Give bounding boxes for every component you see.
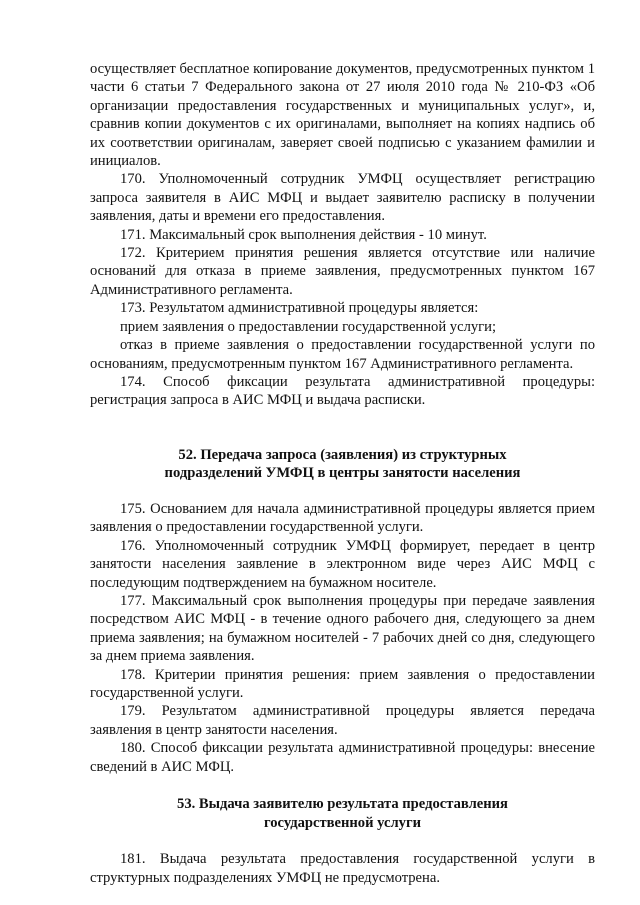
spacer [90,483,595,500]
paragraph-174: 174. Способ фиксации результата административной процедуры: регистрация запроса в АИС МФЦ и выдача расписки. [90,373,595,409]
paragraph-173: 173. Результатом административной процедуры является: [120,300,479,317]
paragraph-178: 178. Критерии принятия решения: прием заявления о предоставлении государственной услуги. [90,666,595,701]
paragraph-179: 179. Результатом административной процедуры является передача заявления в центр занятости населения. [90,703,595,738]
paragraph-180: 180. Способ фиксации результата административной процедуры: внесение сведений в АИС МФЦ. [90,740,595,775]
paragraph-181: 181. Выдача результата предоставления государственной услуги в структурных подразделениях УМФЦ не предусмотрена. [90,851,595,886]
spacer [90,776,595,795]
section-53-heading [90,795,595,832]
section-52-heading-line2: подразделений УМФЦ в центры занятости населения [164,465,521,482]
spacer [90,410,595,446]
section-53-heading-line2: государственной услуги [263,814,422,831]
section-52-heading [90,446,595,483]
spacer [90,832,595,850]
section-53-heading-line1: 53. Выдача заявителю результата предоставления [177,796,508,812]
paragraph-171: 171. Максимальный срок выполнения действия - 10 минут. [120,226,487,243]
paragraph-175: 175. Основанием для начала административной процедуры является прием заявления о предоставлении государственной услуги. [90,500,595,536]
paragraph-176: 176. Уполномоченный сотрудник УМФЦ формирует, передает в центр занятости населения заявление в электронном виде через АИС МФЦ с последующим подтверждением на бумажном носителе. [90,537,595,591]
paragraph-173-item-refuse: отказ в приеме заявления о предоставлении государственной услуги по основаниям, предусмотренным пунктом 167 Административного регламента. [90,337,595,372]
paragraph-170: 170. Уполномоченный сотрудник УМФЦ осуществляет регистрацию запроса заявителя в АИС МФЦ и выдает заявителю расписку в получении заявления, даты и времени его предоставления. [90,171,595,225]
paragraph-177: 177. Максимальный срок выполнения процедуры при передаче заявления посредством АИС МФЦ - в течение одного рабочего дня, следующего за днем приема заявления; на бумажном носителей - 7 рабочих дней со дня, следующего за днем приема заявления. [90,592,595,665]
document-page [90,60,595,887]
section-52-heading-line1: 52. Передача запроса (заявления) из структурных [178,446,507,463]
paragraph-172: 172. Критерием принятия решения является отсутствие или наличие оснований для отказа в приеме заявления, предусмотренных пунктом 167 Административного регламента. [90,245,595,298]
paragraph-169-continuation: осуществляет бесплатное копирование документов, предусмотренных пунктом 1 части 6 статьи 7 Федерального закона от 27 июля 2010 года № 210-ФЗ «Об организации предоставления государственных и муниципальных услуг», и, сравнив копии документов с их оригиналами, выполняет на копиях надпись об их соответствии оригиналам, заверяет своей подписью с указанием фамилии и инициалов. [90,61,595,170]
paragraph-173-item-accept: прием заявления о предоставлении государственной услуги; [120,318,497,335]
